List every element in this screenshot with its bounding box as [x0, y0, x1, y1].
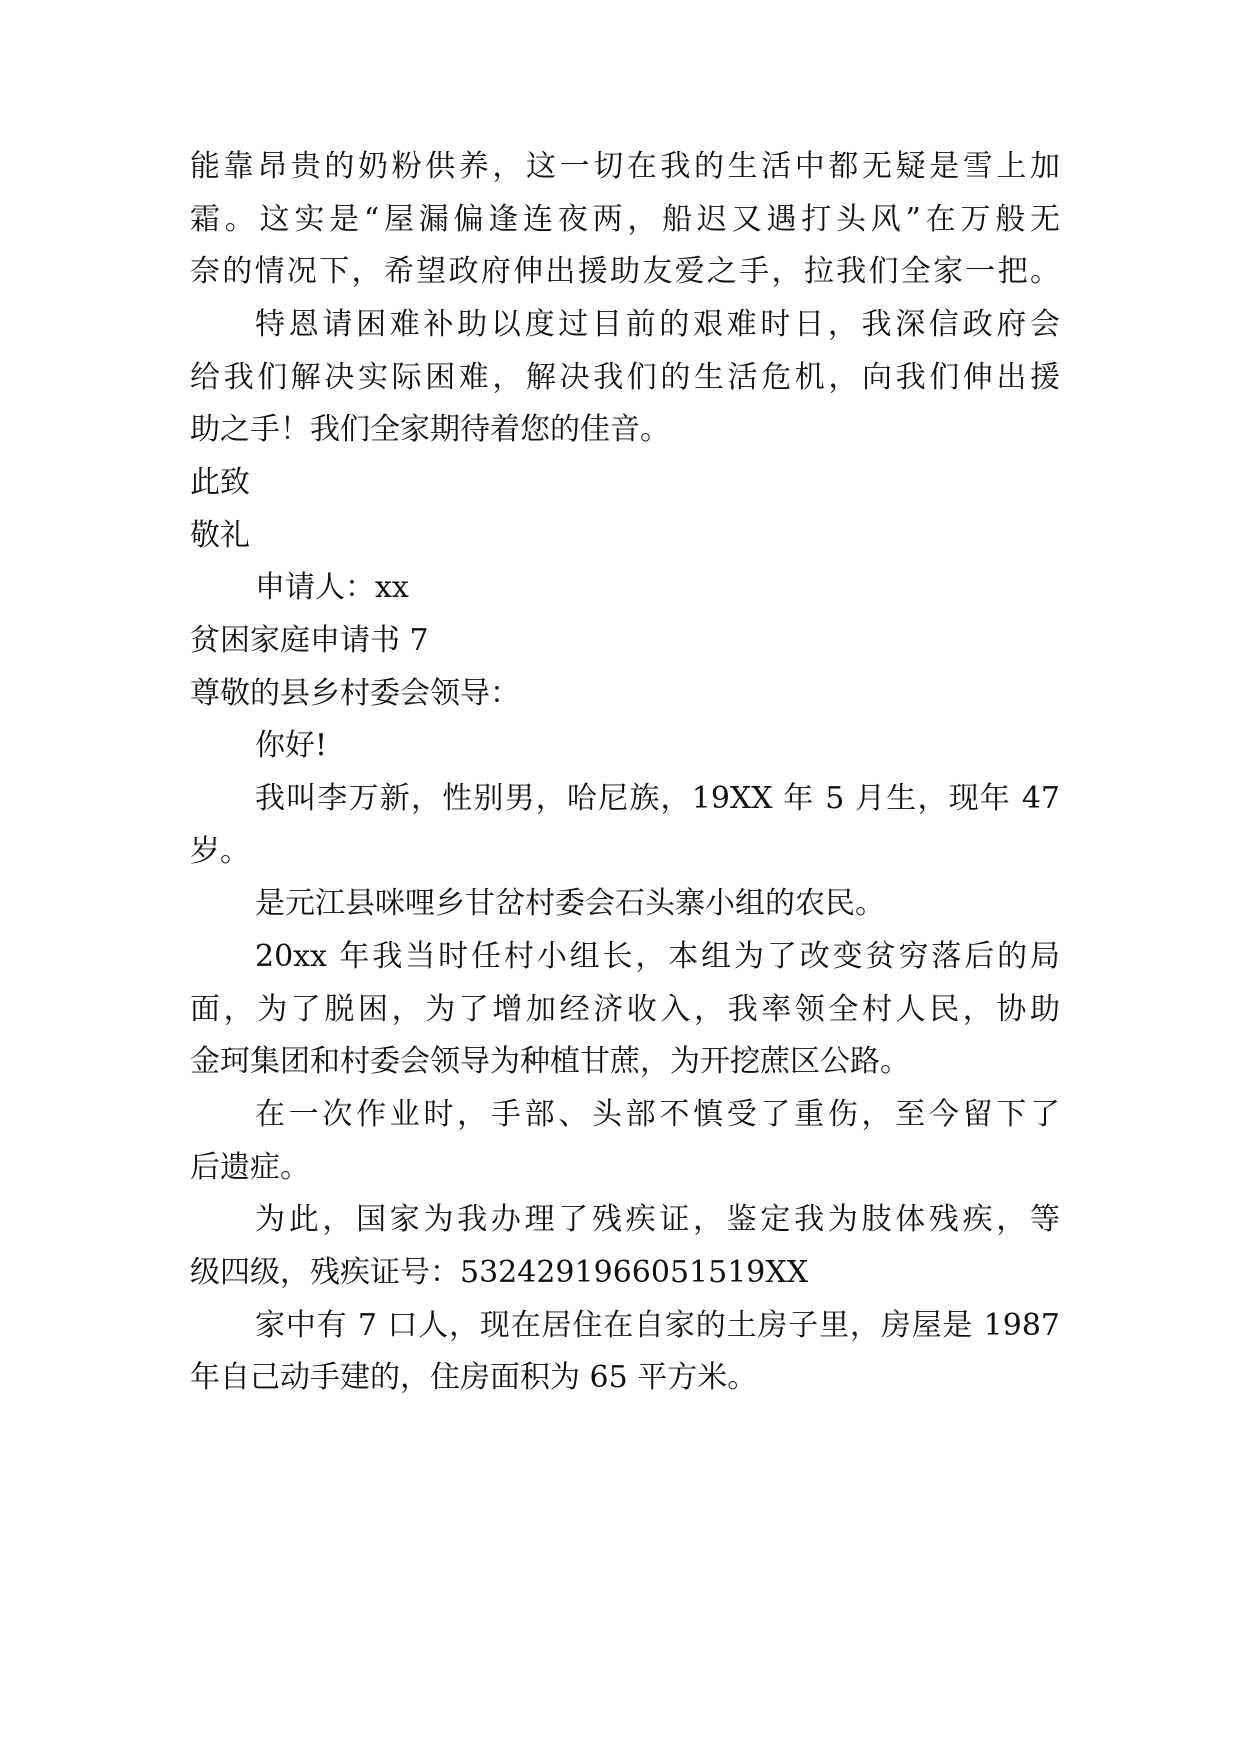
body-line-6: 助之手！我们全家期待着您的佳音。 [190, 412, 670, 447]
body-line-10: 20xx 年我当时任村小组长，本组为了改变贫穷落后的局 [255, 939, 1060, 974]
body-line-14: 后遗症。 [190, 1150, 310, 1185]
body-line-4: 特恩请困难补助以度过目前的艰难时日，我深信政府会 [255, 307, 1060, 342]
body-line-7: 我叫李万新，性别男，哈尼族，19XX 年 5 月生，现年 47 [255, 781, 1060, 816]
body-line-5: 给我们解决实际困难，解决我们的生活危机，向我们伸出援 [190, 360, 1060, 395]
applicant-signature: 申请人：xx [255, 570, 409, 605]
body-line-11: 面，为了脱困，为了增加经济收入，我率领全村人民，协助 [190, 992, 1060, 1027]
body-line-1: 能靠昂贵的奶粉供养，这一切在我的生活中都无疑是雪上加 [190, 149, 1060, 184]
letter-recipient: 尊敬的县乡村委会领导： [190, 676, 520, 711]
body-line-18: 年自己动手建的，住房面积为 65 平方米。 [190, 1360, 758, 1395]
closing-regards: 敬礼 [190, 518, 250, 553]
body-line-17: 家中有 7 口人，现在居住在自家的土房子里，房屋是 1987 [255, 1308, 1060, 1343]
body-line-15: 为此，国家为我办理了残疾证，鉴定我为肢体残疾，等 [255, 1202, 1060, 1237]
body-line-9: 是元江县咪哩乡甘岔村委会石头寨小组的农民。 [255, 886, 885, 921]
body-line-16: 级四级，残疾证号：5324291966051519XX [190, 1255, 809, 1290]
closing-salutation: 此致 [190, 465, 250, 500]
greeting: 你好! [255, 728, 328, 763]
section-title: 贫困家庭申请书 7 [190, 623, 429, 658]
body-line-8: 岁。 [190, 834, 250, 869]
body-line-12: 金珂集团和村委会领导为种植甘蔗，为开挖蔗区公路。 [190, 1044, 910, 1079]
body-line-3: 奈的情况下，希望政府伸出援助友爱之手，拉我们全家一把。 [190, 254, 1060, 289]
body-line-13: 在一次作业时，手部、头部不慎受了重伤，至今留下了 [255, 1097, 1060, 1132]
body-line-2: 霜。这实是“屋漏偏逢连夜两，船迟又遇打头风”在万般无 [190, 202, 1060, 237]
